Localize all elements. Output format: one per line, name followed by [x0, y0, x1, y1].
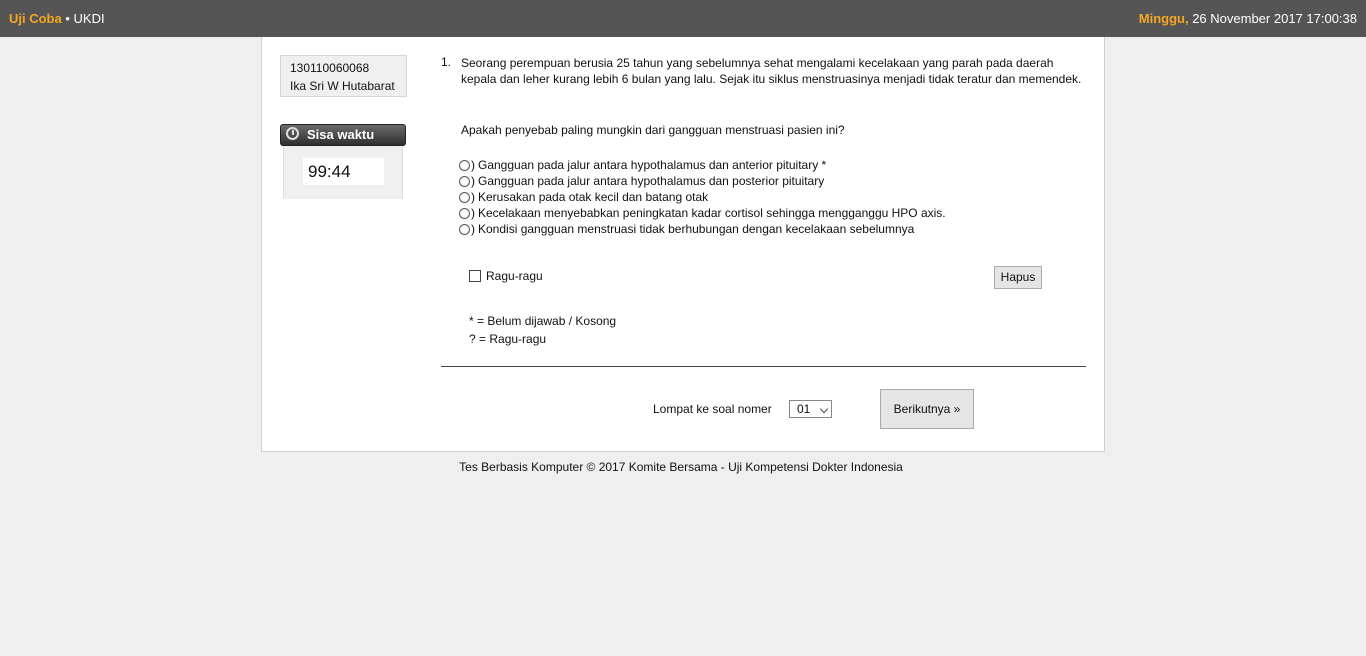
brand [9, 11, 105, 26]
exam-name: UKDI [73, 11, 105, 26]
question-text: Seorang perempuan berusia 25 tahun yang sebelumnya sehat mengalami kecelakaan yang parah pada daerah kepala dan leher kurang lebih 6 bulan yang lalu. Sejak itu siklus menstruasinya menjadi tidak teratur dan memendek. [461, 56, 1082, 86]
user-info-box [280, 55, 407, 97]
option-label: Gangguan pada jalur antara hypothalamus dan posterior pituitary [478, 174, 825, 188]
option-label: Kondisi gangguan menstruasi tidak berhubungan dengan kecelakaan sebelumnya [478, 222, 915, 236]
jump-select-value: 01 [797, 402, 811, 416]
divider [441, 366, 1086, 367]
question-prompt: Apakah penyebab paling mungkin dari gangguan menstruasi pasien ini? [461, 123, 845, 137]
hapus-button[interactable]: Hapus [994, 266, 1042, 289]
app-name: Uji Coba [9, 11, 62, 26]
answer-legend [469, 312, 616, 348]
radio-button[interactable] [459, 160, 470, 171]
legend-doubt: ? = Ragu-ragu [469, 332, 547, 346]
timer-label: Sisa waktu [307, 127, 375, 142]
header-datetime [1139, 11, 1357, 26]
radio-button[interactable] [459, 176, 470, 187]
brand-separator: • [61, 11, 74, 26]
ragu-ragu-checkbox[interactable] [469, 270, 481, 282]
option-label: Gangguan pada jalur antara hypothalamus dan anterior pituitary * [478, 158, 827, 172]
timer-value: 99:44 [303, 158, 384, 185]
option-label: Kerusakan pada otak kecil dan batang otak [478, 190, 709, 204]
clock-icon [286, 127, 299, 140]
radio-button[interactable] [459, 224, 470, 235]
header-date-time: 26 November 2017 17:00:38 [1188, 11, 1357, 26]
legend-empty: * = Belum dijawab / Kosong [469, 314, 617, 328]
timer-header [280, 124, 406, 146]
jump-label: Lompat ke soal nomer [653, 402, 772, 416]
chevron-down-icon [820, 405, 828, 413]
answer-option[interactable]: ) Gangguan pada jalur antara hypothalamus dan posterior pituitary [459, 173, 946, 189]
ragu-ragu-toggle[interactable] [469, 269, 543, 283]
user-name: Ika Sri W Hutabarat [290, 79, 395, 93]
radio-button[interactable] [459, 192, 470, 203]
exam-panel [261, 37, 1105, 452]
footer-text: Tes Berbasis Komputer © 2017 Komite Bersama - Uji Kompetensi Dokter Indonesia [459, 460, 903, 474]
answer-option[interactable]: ) Kondisi gangguan menstruasi tidak berhubungan dengan kecelakaan sebelumnya [459, 221, 946, 237]
top-bar [0, 0, 1366, 37]
header-day: Minggu, [1138, 11, 1189, 26]
question-jump-select[interactable] [789, 400, 832, 418]
radio-button[interactable] [459, 208, 470, 219]
option-label: Kecelakaan menyebabkan peningkatan kadar cortisol sehingga mengganggu HPO axis. [478, 206, 946, 220]
user-id: 130110060068 [290, 61, 370, 75]
answer-options [459, 157, 946, 237]
answer-option[interactable]: ) Kerusakan pada otak kecil dan batang otak [459, 189, 946, 205]
question-number: 1. [441, 55, 452, 69]
answer-option[interactable]: ) Kecelakaan menyebabkan peningkatan kadar cortisol sehingga mengganggu HPO axis. [459, 205, 946, 221]
timer-body [283, 146, 403, 199]
answer-option[interactable]: ) Gangguan pada jalur antara hypothalamus dan anterior pituitary * [459, 157, 946, 173]
next-button[interactable]: Berikutnya » [880, 389, 974, 429]
ragu-ragu-label: Ragu-ragu [486, 269, 543, 283]
